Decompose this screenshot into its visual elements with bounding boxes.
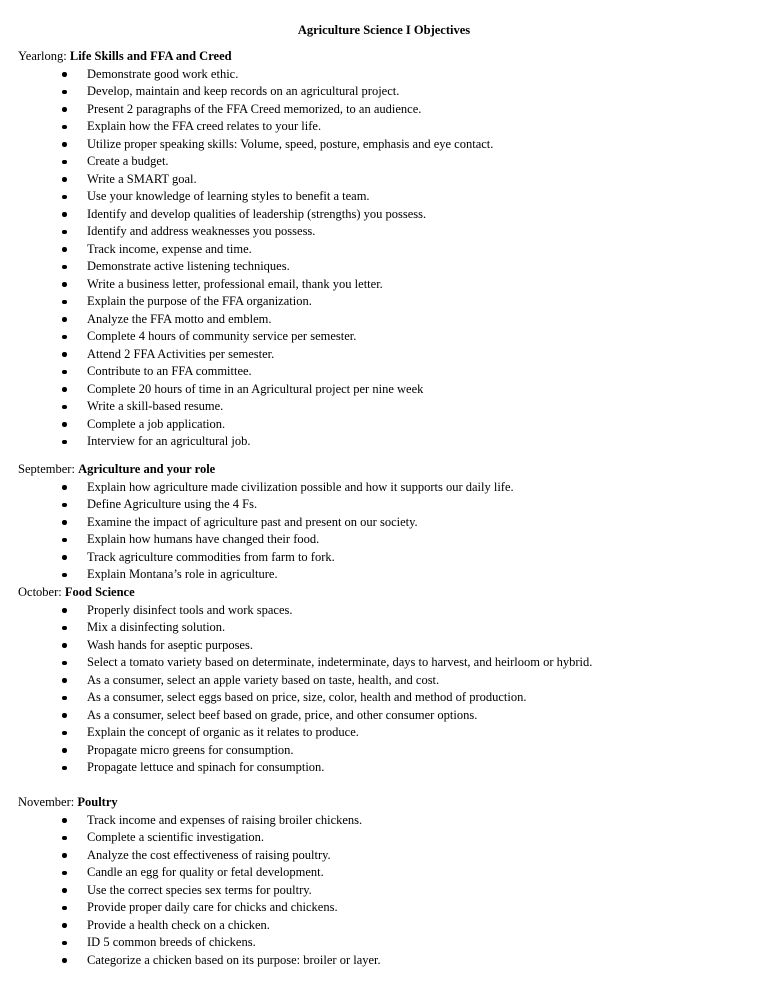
objective-item: As a consumer, select an apple variety based on taste, health, and cost. <box>18 672 748 690</box>
objective-item: Track income and expenses of raising broiler chickens. <box>18 812 748 830</box>
objective-item: Analyze the FFA motto and emblem. <box>18 311 748 329</box>
objectives-list <box>18 602 748 777</box>
section-september <box>18 461 748 584</box>
objective-item: Explain how the FFA creed relates to your life. <box>18 118 748 136</box>
objective-item: Create a budget. <box>18 153 748 171</box>
objective-item: Contribute to an FFA committee. <box>18 363 748 381</box>
section-label: Yearlong: <box>18 49 67 63</box>
objective-item: As a consumer, select eggs based on price, size, color, health and method of production. <box>18 689 748 707</box>
section-topic: Poultry <box>77 795 118 809</box>
section-heading <box>18 584 748 602</box>
objective-item: Present 2 paragraphs of the FFA Creed memorized, to an audience. <box>18 101 748 119</box>
section-label: September: <box>18 462 75 476</box>
objective-item: Track agriculture commodities from farm to fork. <box>18 549 748 567</box>
objective-item: Propagate lettuce and spinach for consumption. <box>18 759 748 777</box>
objective-item: Identify and address weaknesses you possess. <box>18 223 748 241</box>
section-topic: Food Science <box>64 585 135 599</box>
section-heading <box>18 461 748 479</box>
objective-item: Explain how agriculture made civilization possible and how it supports our daily life. <box>18 479 748 497</box>
objective-item: As a consumer, select beef based on grade, price, and other consumer options. <box>18 707 748 725</box>
objective-item: Explain the purpose of the FFA organization. <box>18 293 748 311</box>
objective-item: Utilize proper speaking skills: Volume, speed, posture, emphasis and eye contact. <box>18 136 748 154</box>
objective-item: Interview for an agricultural job. <box>18 433 748 451</box>
objective-item: Properly disinfect tools and work spaces. <box>18 602 748 620</box>
objective-item: Mix a disinfecting solution. <box>18 619 748 637</box>
objective-item: Complete 20 hours of time in an Agricultural project per nine week <box>18 381 748 399</box>
section-heading <box>18 794 748 812</box>
section-yearlong <box>18 48 748 451</box>
section-heading <box>18 48 748 66</box>
objective-item: ID 5 common breeds of chickens. <box>18 934 748 952</box>
objective-item: Track income, expense and time. <box>18 241 748 259</box>
objective-item: Develop, maintain and keep records on an agricultural project. <box>18 83 748 101</box>
objective-item: Use the correct species sex terms for poultry. <box>18 882 748 900</box>
section-label: November: <box>18 795 75 809</box>
objective-item: Provide proper daily care for chicks and chickens. <box>18 899 748 917</box>
objective-item: Write a skill-based resume. <box>18 398 748 416</box>
objective-item: Explain how humans have changed their food. <box>18 531 748 549</box>
objective-item: Attend 2 FFA Activities per semester. <box>18 346 748 364</box>
objective-item: Define Agriculture using the 4 Fs. <box>18 496 748 514</box>
objective-item: Write a SMART goal. <box>18 171 748 189</box>
objective-item: Explain the concept of organic as it relates to produce. <box>18 724 748 742</box>
objective-item: Wash hands for aseptic purposes. <box>18 637 748 655</box>
objectives-list <box>18 479 748 584</box>
objective-item: Identify and develop qualities of leadership (strengths) you possess. <box>18 206 748 224</box>
objective-item: Provide a health check on a chicken. <box>18 917 748 935</box>
objective-item: Complete 4 hours of community service per semester. <box>18 328 748 346</box>
objective-item: Candle an egg for quality or fetal development. <box>18 864 748 882</box>
objective-item: Analyze the cost effectiveness of raising poultry. <box>18 847 748 865</box>
objective-item: Write a business letter, professional email, thank you letter. <box>18 276 748 294</box>
objective-item: Explain Montana’s role in agriculture. <box>18 566 748 584</box>
objective-item: Demonstrate active listening techniques. <box>18 258 748 276</box>
section-label: October: <box>18 585 62 599</box>
objective-item: Propagate micro greens for consumption. <box>18 742 748 760</box>
objective-item: Select a tomato variety based on determinate, indeterminate, days to harvest, and heirloom or hybrid. <box>18 654 748 672</box>
objective-item: Complete a job application. <box>18 416 748 434</box>
section-topic: Life Skills and FFA and Creed <box>69 49 232 63</box>
section-topic: Agriculture and your role <box>78 462 216 476</box>
objectives-list <box>18 66 748 451</box>
section-october <box>18 584 748 777</box>
document-title: Agriculture Science I Objectives <box>297 23 471 37</box>
objective-item: Examine the impact of agriculture past and present on our society. <box>18 514 748 532</box>
objectives-list <box>18 812 748 970</box>
section-november <box>18 794 748 969</box>
objective-item: Categorize a chicken based on its purpose: broiler or layer. <box>18 952 748 970</box>
objective-item: Demonstrate good work ethic. <box>18 66 748 84</box>
objective-item: Complete a scientific investigation. <box>18 829 748 847</box>
objective-item: Use your knowledge of learning styles to benefit a team. <box>18 188 748 206</box>
